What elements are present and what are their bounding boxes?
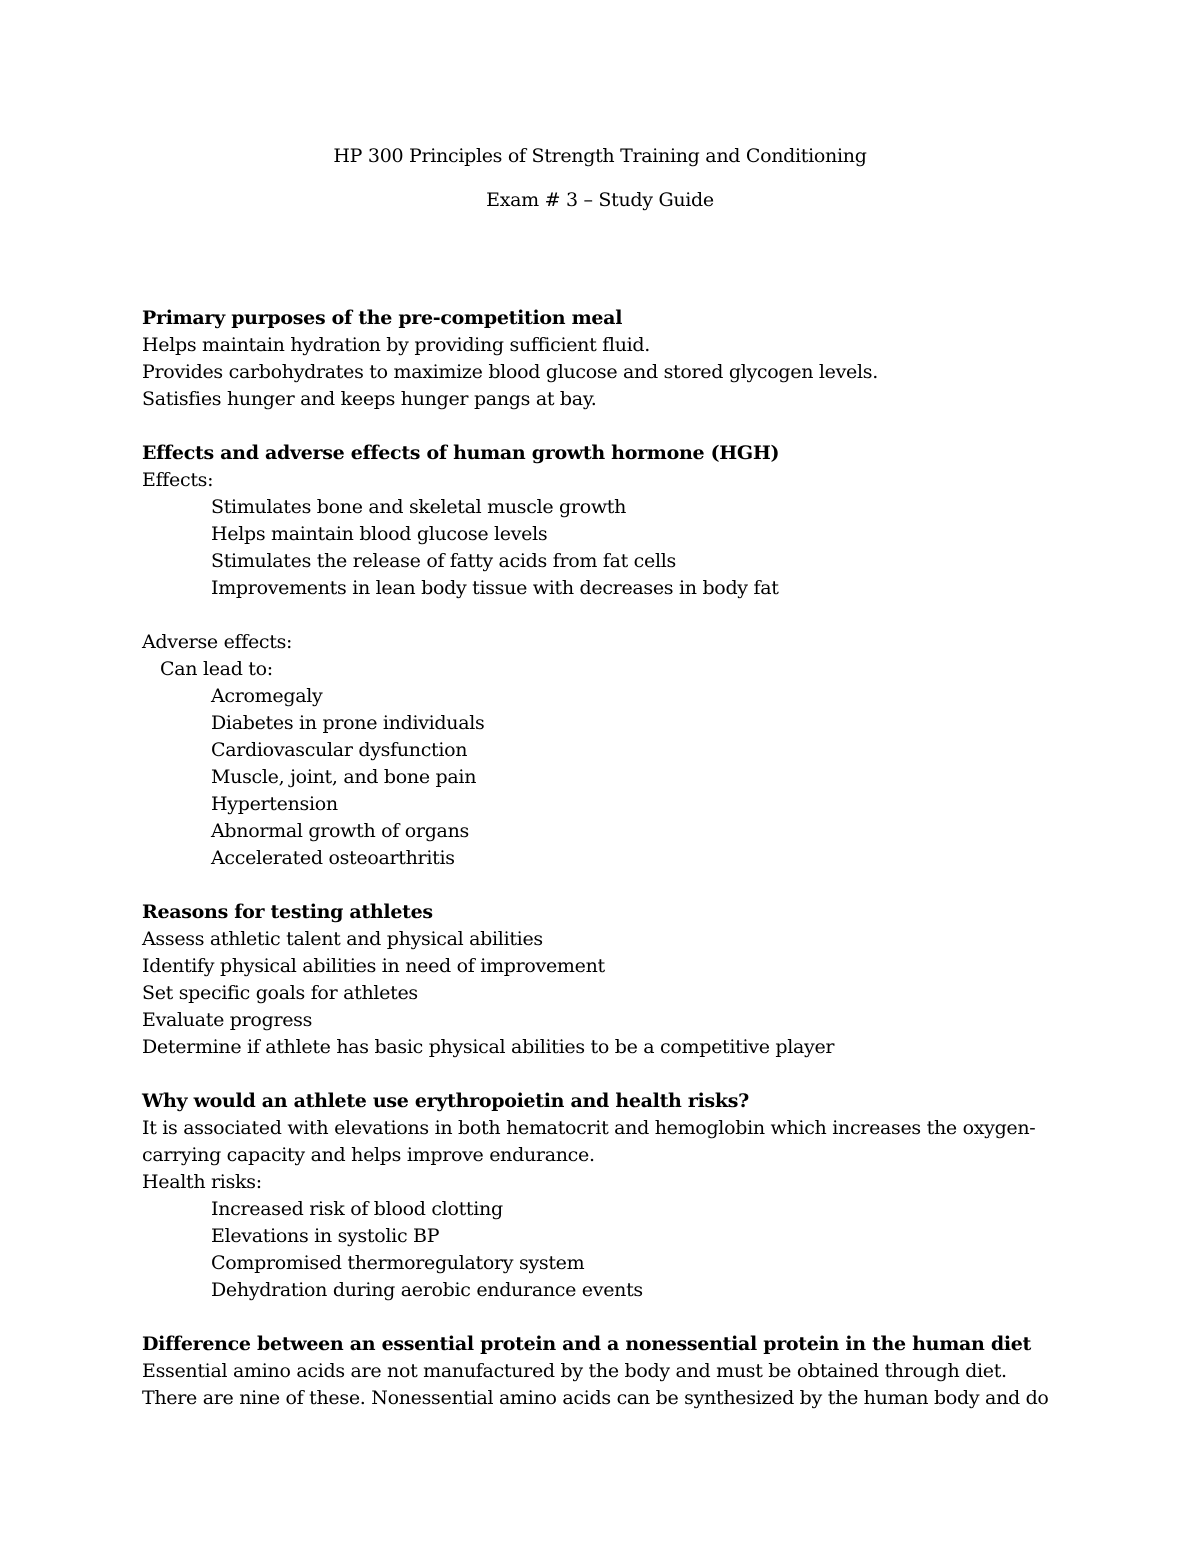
body-line: Provides carbohydrates to maximize blood glucose and stored glycogen levels. bbox=[142, 361, 878, 383]
list-item: Abnormal growth of organs bbox=[211, 820, 469, 842]
list-item: Compromised thermoregulatory system bbox=[211, 1252, 585, 1274]
body-line: It is associated with elevations in both hematocrit and hemoglobin which increases the oxygen- bbox=[142, 1117, 1036, 1139]
section-heading: Reasons for testing athletes bbox=[142, 901, 433, 923]
list-item: Elevations in systolic BP bbox=[211, 1225, 440, 1247]
body-line: Determine if athlete has basic physical abilities to be a competitive player bbox=[142, 1036, 835, 1058]
adverse-effects-label: Adverse effects: bbox=[142, 631, 293, 653]
body-line: Identify physical abilities in need of improvement bbox=[142, 955, 605, 977]
list-item: Increased risk of blood clotting bbox=[211, 1198, 503, 1220]
list-item: Diabetes in prone individuals bbox=[211, 712, 485, 734]
list-item: Helps maintain blood glucose levels bbox=[211, 523, 548, 545]
section-heading: Why would an athlete use erythropoietin and health risks? bbox=[142, 1090, 749, 1112]
body-line: Assess athletic talent and physical abilities bbox=[142, 928, 543, 950]
section-heading: Primary purposes of the pre-competition meal bbox=[142, 307, 623, 329]
body-line: Evaluate progress bbox=[142, 1009, 313, 1031]
section-heading: Effects and adverse effects of human growth hormone (HGH) bbox=[142, 442, 780, 464]
list-item: Cardiovascular dysfunction bbox=[211, 739, 468, 761]
section-heading: Difference between an essential protein and a nonessential protein in the human diet bbox=[142, 1333, 1031, 1355]
list-item: Accelerated osteoarthritis bbox=[211, 847, 455, 869]
body-line: Satisfies hunger and keeps hunger pangs at bay. bbox=[142, 388, 597, 410]
body-line: Helps maintain hydration by providing sufficient fluid. bbox=[142, 334, 651, 356]
list-item: Improvements in lean body tissue with decreases in body fat bbox=[211, 577, 779, 599]
health-risks-label: Health risks: bbox=[142, 1171, 262, 1193]
body-line: Set specific goals for athletes bbox=[142, 982, 418, 1004]
list-item: Muscle, joint, and bone pain bbox=[211, 766, 477, 788]
body-line: There are nine of these. Nonessential amino acids can be synthesized by the human body and do bbox=[142, 1387, 1049, 1409]
effects-label: Effects: bbox=[142, 469, 214, 491]
list-item: Stimulates bone and skeletal muscle growth bbox=[211, 496, 627, 518]
list-item: Hypertension bbox=[211, 793, 338, 815]
document-subtitle: Exam # 3 – Study Guide bbox=[486, 189, 714, 211]
body-line: carrying capacity and helps improve endurance. bbox=[142, 1144, 595, 1166]
document-title: HP 300 Principles of Strength Training and Conditioning bbox=[333, 145, 867, 167]
list-item: Stimulates the release of fatty acids from fat cells bbox=[211, 550, 676, 572]
body-line: Essential amino acids are not manufactured by the body and must be obtained through diet. bbox=[142, 1360, 1007, 1382]
list-item: Dehydration during aerobic endurance events bbox=[211, 1279, 643, 1301]
adverse-effects-intro: Can lead to: bbox=[160, 658, 273, 680]
list-item: Acromegaly bbox=[211, 685, 323, 707]
